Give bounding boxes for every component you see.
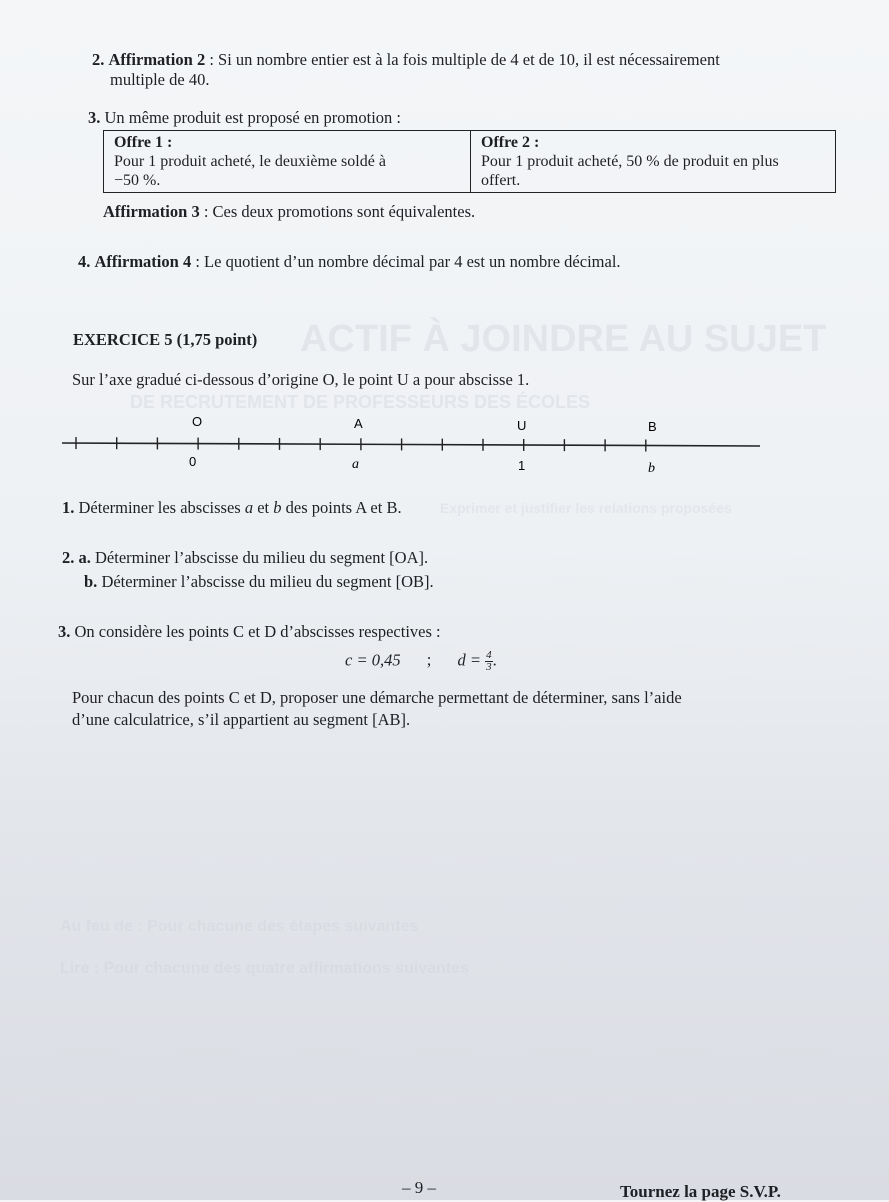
- graduated-axis: [62, 410, 762, 480]
- offer-1-line-2: −50 %.: [114, 172, 161, 189]
- question-number: 2.: [62, 548, 75, 567]
- math-expression: [345, 650, 497, 673]
- abscissa-label-b: b: [648, 461, 655, 476]
- question-number: 3.: [58, 622, 71, 641]
- exercise-5-question-3-intro: [58, 622, 441, 642]
- affirmation-label: Affirmation 4: [94, 252, 192, 271]
- offer-2-line-1: Pour 1 produit acheté, 50 % de produit en plus: [481, 153, 779, 170]
- question-number: 3.: [88, 108, 101, 127]
- point-label-a: A: [354, 416, 363, 431]
- exercise-5-question-2a: [62, 548, 428, 568]
- abscissa-label-1: 1: [518, 458, 526, 473]
- offer-1-title: Offre 1 :: [114, 134, 173, 151]
- point-label-u: U: [517, 418, 527, 433]
- offers-table: [103, 130, 836, 193]
- question-3-line-1: Pour chacun des points C et D, proposer une démarche permettant de déterminer, sans l’aide: [72, 688, 682, 707]
- question-text: Déterminer les abscisses: [78, 498, 245, 517]
- variable-a: a: [244, 498, 254, 517]
- fraction-4-3: [485, 650, 493, 673]
- affirmation-3: [103, 202, 475, 222]
- exercise-5-title: EXERCICE 5 (1,75 point): [73, 330, 258, 349]
- offer-2-title: Offre 2 :: [481, 134, 540, 151]
- question-number: 1.: [62, 498, 75, 517]
- affirmation-4: [78, 252, 621, 272]
- ghost-text-2: DE RECRUTEMENT DE PROFESSEURS DES ÉCOLES: [130, 392, 591, 412]
- sub-question-text: Déterminer l’abscisse du milieu du segment [OB].: [101, 572, 434, 591]
- question-3-intro: [88, 108, 401, 128]
- d-expression: d =: [457, 650, 481, 670]
- ghost-text-4: Au feu de : Pour chacune des étapes suivantes: [60, 918, 419, 935]
- abscissa-label-a: a: [352, 457, 359, 472]
- affirmation-2: [92, 50, 720, 70]
- variable-b: b: [273, 498, 282, 517]
- intro-text: Un même produit est proposé en promotion :: [104, 108, 401, 127]
- axis-line: [62, 443, 760, 446]
- offer-2-line-2: offert.: [481, 172, 521, 189]
- question-text: des points A et B.: [281, 498, 402, 517]
- question-number: 2.: [92, 50, 105, 69]
- affirmation-text: : Si un nombre entier est à la fois multiple de 4 et de 10, il est nécessairement: [205, 50, 720, 69]
- fraction-denominator: 3: [486, 661, 492, 673]
- page-number: – 9 –: [402, 1178, 436, 1197]
- sub-question-label: b.: [84, 572, 98, 591]
- question-text: On considère les points C et D d’abscisses respectives :: [74, 622, 441, 641]
- affirmation-text: : Ces deux promotions sont équivalentes.: [199, 202, 476, 221]
- ghost-text-1: ACTIF À JOINDRE AU SUJET: [300, 318, 827, 360]
- offer-1-line-1: Pour 1 produit acheté, le deuxième soldé à: [114, 153, 386, 170]
- offer-2-cell: [471, 131, 836, 193]
- c-expression: c = 0,45: [345, 650, 401, 670]
- sub-question-text: Déterminer l’abscisse du milieu du segment [OA].: [95, 548, 429, 567]
- question-number: 4.: [78, 252, 91, 271]
- offer-1-cell: [104, 131, 471, 193]
- ghost-text-3: Exprimer et justifier les relations proposées: [440, 500, 732, 516]
- question-text: et: [253, 498, 274, 517]
- question-3-line-2: d’une calculatrice, s’il appartient au segment [AB].: [72, 710, 411, 729]
- affirmation-2-continued: multiple de 40.: [110, 70, 210, 89]
- point-label-o: O: [192, 414, 203, 429]
- point-label-b: B: [648, 419, 657, 434]
- sub-question-label: a.: [78, 548, 91, 567]
- ghost-text-5: Lire : Pour chacune des quatre affirmations suivantes: [60, 960, 469, 977]
- affirmation-label: Affirmation 3: [103, 202, 200, 221]
- exercise-5-intro: Sur l’axe gradué ci-dessous d’origine O, le point U a pour abscisse 1.: [72, 370, 530, 389]
- period: .: [492, 650, 497, 670]
- exercise-5-question-2b: [84, 572, 434, 592]
- separator: ;: [426, 650, 432, 670]
- abscissa-label-0: 0: [189, 454, 197, 469]
- turn-page-note: Tournez la page S.V.P.: [620, 1182, 781, 1201]
- fraction-numerator: 4: [486, 649, 492, 661]
- axis-ticks: [76, 437, 646, 451]
- exercise-5-question-1: [62, 498, 402, 518]
- affirmation-label: Affirmation 2: [108, 50, 206, 69]
- affirmation-text: : Le quotient d’un nombre décimal par 4 est un nombre décimal.: [191, 252, 621, 271]
